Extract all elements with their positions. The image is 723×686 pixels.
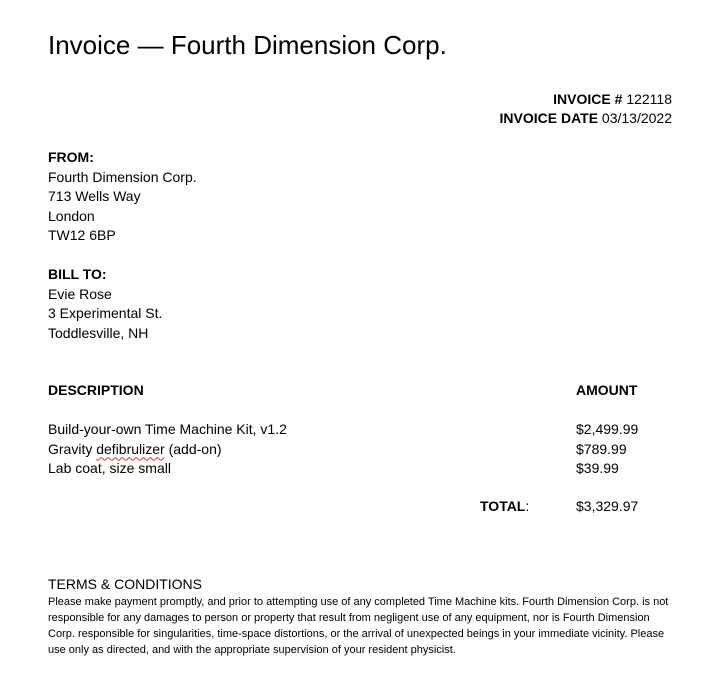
from-line: Fourth Dimension Corp. [48, 168, 197, 185]
misspelled-word[interactable]: defibrulizer [96, 440, 165, 457]
line-items [48, 420, 287, 479]
line-item-amount: $39.99 [576, 460, 619, 476]
invoice-date-line [500, 109, 673, 128]
bill-to-line: Toddlesville, NH [48, 324, 149, 341]
total-colon: : [525, 498, 530, 514]
invoice-number-line [553, 90, 672, 109]
total-label-text: TOTAL [480, 498, 526, 514]
line-item-amount: $789.99 [576, 440, 627, 457]
invoice-date: 03/13/2022 [601, 110, 672, 126]
from-line: 713 Wells Way [48, 188, 141, 204]
amount-header: AMOUNT [576, 382, 638, 398]
terms-body: Please make payment promptly, and prior to attempting use of any completed Time Machine kits. Fourth Dimension Corp. is not responsible for any damages to person or property that result from negligent use of any equipment, nor is Fourth Dimension Corp. responsible for singularities, time-space distortions, or the arrival of unexpected beings in your immediate vicinity. Please use only as directed, and with the appropriate supervision of your resident physicist. [48, 596, 669, 656]
from-heading: FROM: [48, 149, 94, 165]
invoice-number: 122118 [626, 91, 672, 107]
terms-heading: TERMS & CONDITIONS [48, 576, 203, 592]
from-line: London [48, 207, 95, 224]
description-text: Gravity [48, 440, 97, 457]
bill-to-line: Evie Rose [48, 285, 112, 302]
bill-to-block [48, 265, 162, 343]
invoice-number-label: INVOICE # [553, 91, 623, 107]
line-item-description [48, 440, 287, 460]
total-amount: $3,329.97 [576, 498, 639, 514]
description-header: DESCRIPTION [48, 382, 144, 398]
line-item-description: Build-your-own Time Machine Kit, v1.2 [48, 421, 287, 437]
from-block [48, 148, 197, 246]
line-item-description: Lab coat, size small [48, 460, 171, 476]
line-item-amount: $2,499.99 [576, 421, 639, 437]
description-text: (add-on) [164, 440, 222, 457]
bill-to-line: 3 Experimental St. [48, 305, 163, 321]
from-line: TW12 6BP [48, 227, 116, 243]
total-label [480, 497, 529, 516]
invoice-title: Invoice — Fourth Dimension Corp. [48, 30, 447, 60]
bill-to-heading: BILL TO: [48, 266, 107, 282]
invoice-date-label: INVOICE DATE [499, 110, 599, 126]
line-amounts [576, 420, 638, 479]
